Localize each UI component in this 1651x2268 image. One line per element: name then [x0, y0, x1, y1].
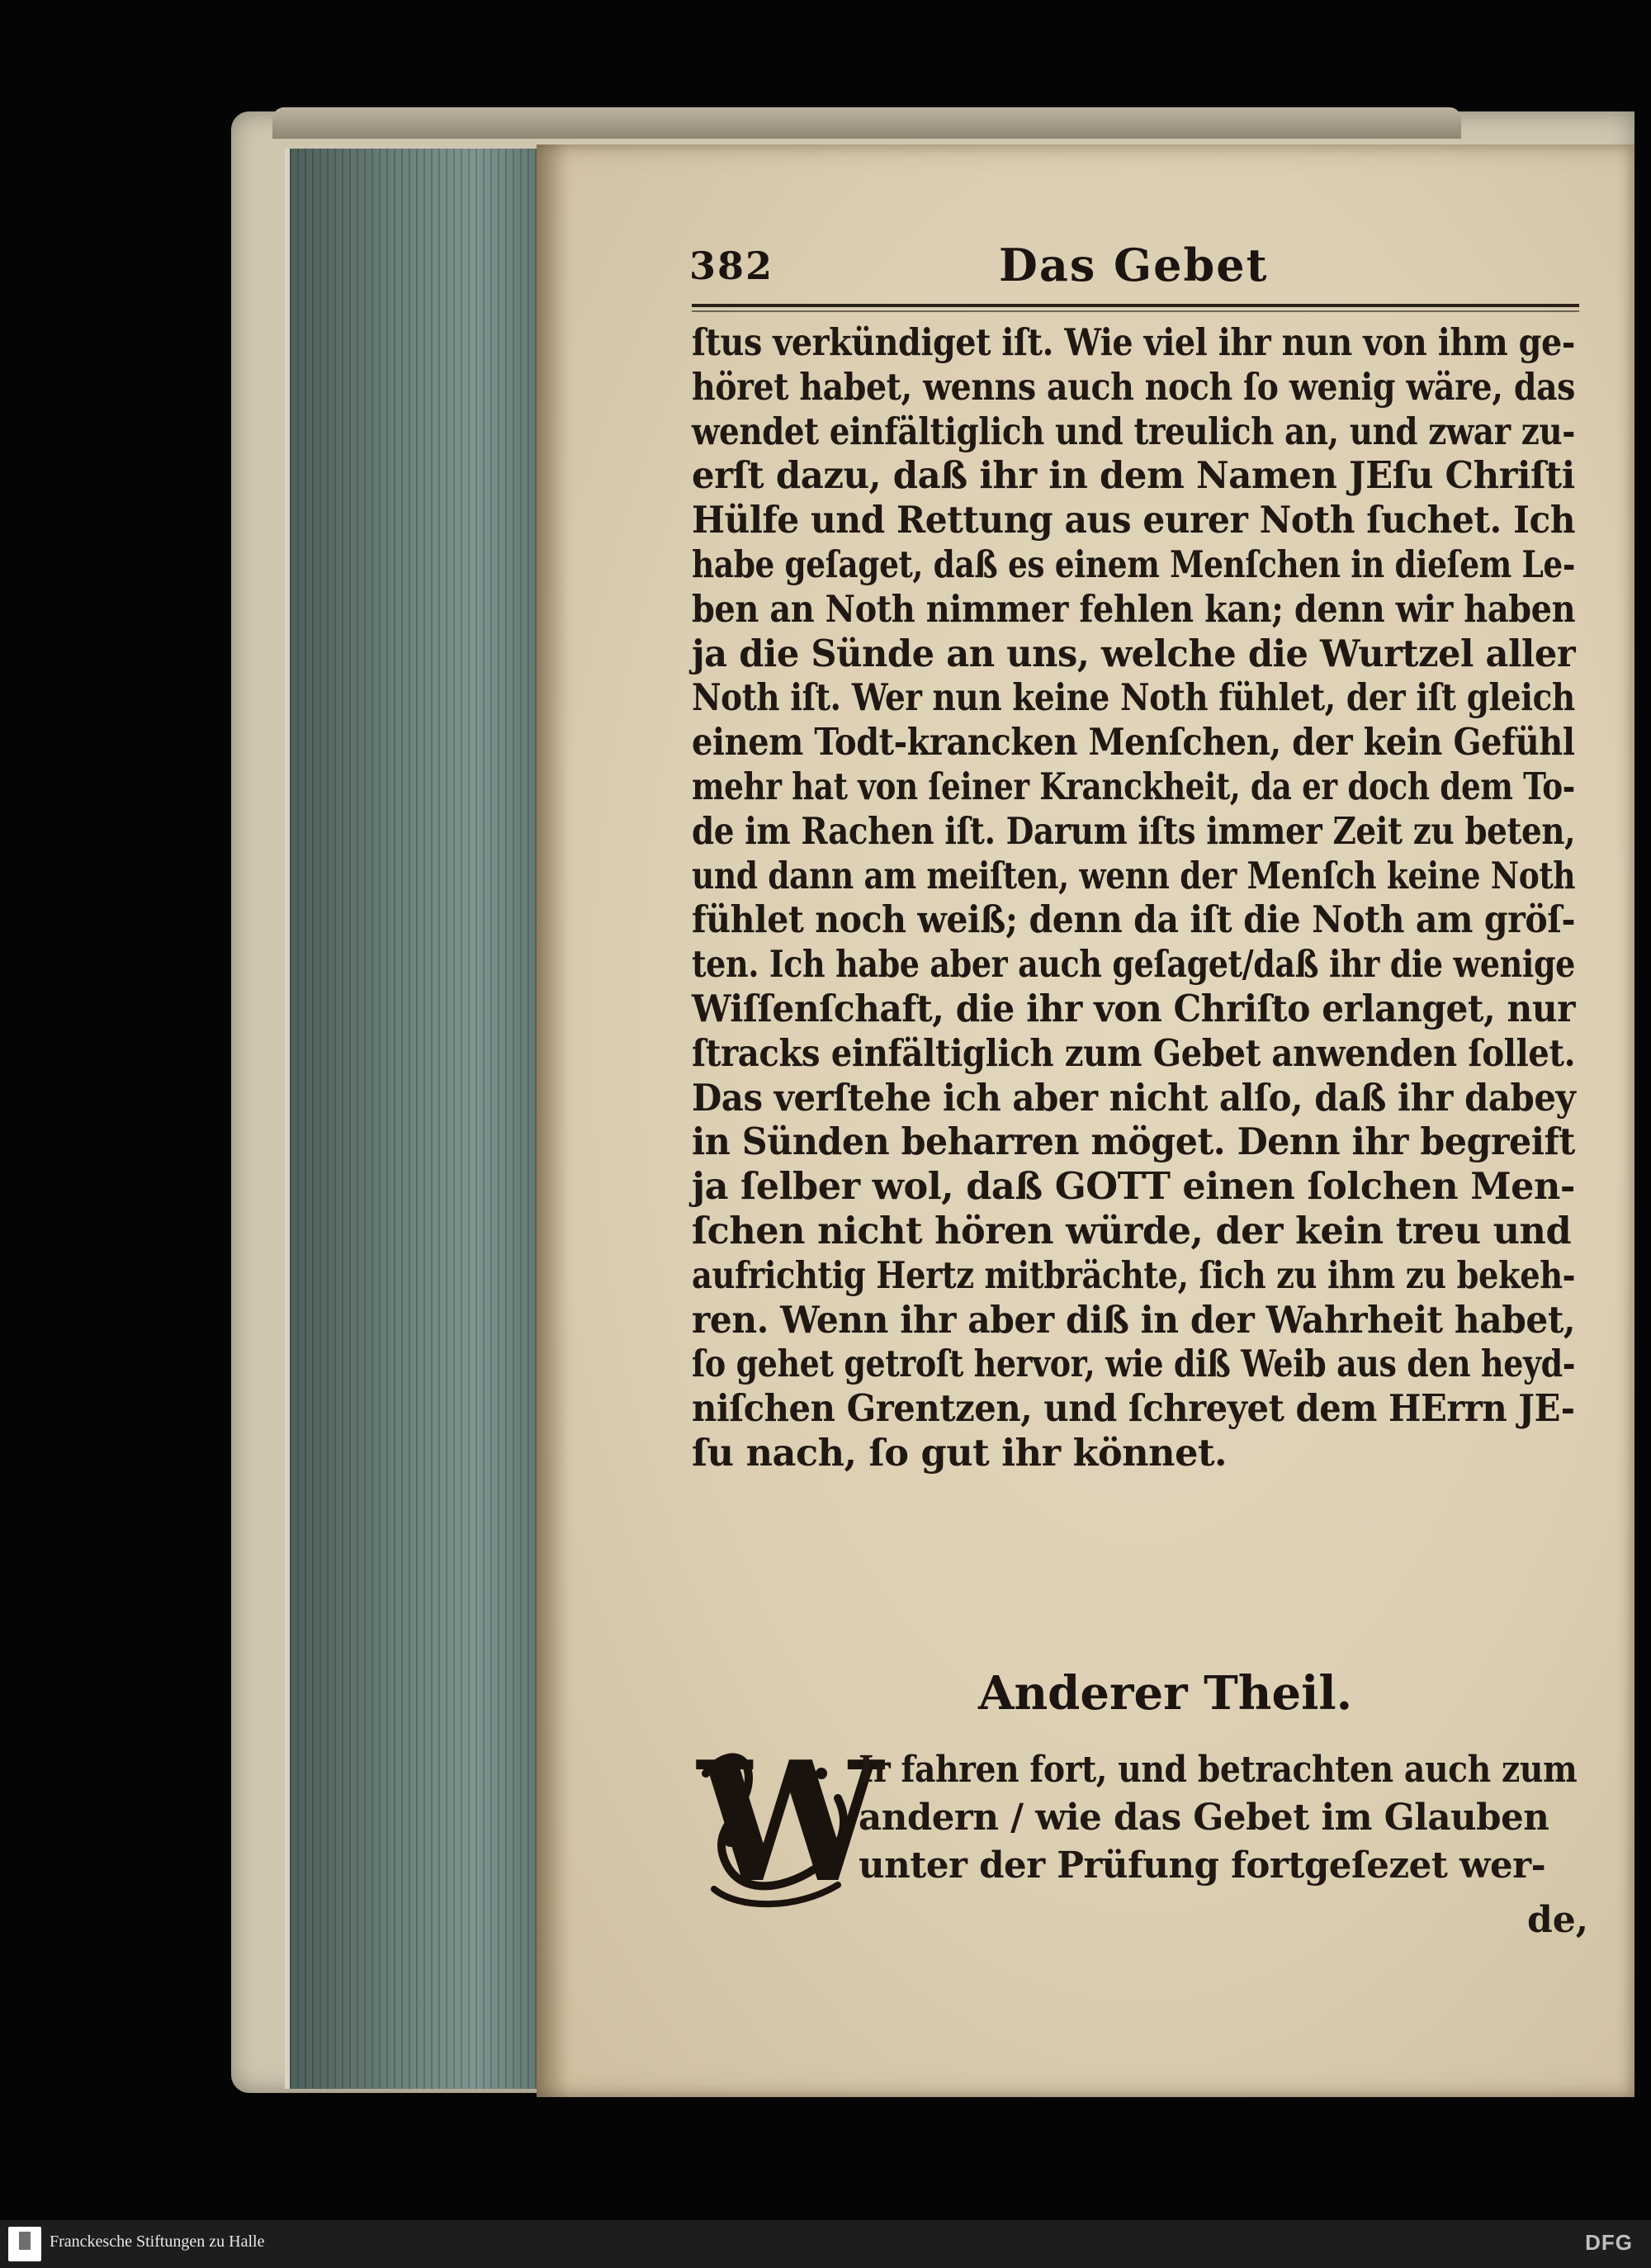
text-line: ja die Sünde an uns, welche die Wurtzel aller	[692, 631, 1576, 675]
text-line: erſt dazu, daß ihr in dem Namen JEſu Chriſti	[692, 453, 1575, 498]
text-line: fühlet noch weiß; denn da iſt die Noth am gröſ-	[692, 897, 1576, 942]
text-line: wendet einfältiglich und treulich an, und zwar zu-	[692, 409, 1575, 453]
text-line: und dann am meiſten, wenn der Menſch keine Noth	[692, 853, 1576, 897]
gutter-shadow	[537, 144, 570, 2097]
text-line: ben an Noth nimmer fehlen kan; denn wir haben	[692, 586, 1576, 631]
text-line: einem Todt-krancken Menſchen, der kein Gefühl	[692, 720, 1575, 765]
text-line: de im Rachen iſt. Darum iſts immer Zeit zu beten,	[692, 808, 1576, 853]
text-line: andern / wie das Gebet im Glauben	[859, 1797, 1549, 1839]
text-line: ſtus verkündiget iſt. Wie viel ihr nun von ihm ge-	[692, 320, 1575, 364]
second-paragraph	[859, 1746, 1585, 1890]
running-head	[689, 239, 1564, 310]
text-line: Wiſſenſchaft, die ihr von Chriſto erlanget, nur	[692, 986, 1575, 1030]
dfg-badge: DFG	[1585, 2230, 1633, 2255]
decorated-initial	[698, 1726, 883, 1920]
text-line: ſchen nicht hören würde, der kein treu und	[692, 1208, 1572, 1252]
text-line: in Sünden beharren möget. Denn ihr begreift	[692, 1120, 1575, 1164]
section-heading: Anderer Theil.	[978, 1666, 1353, 1721]
header-rule-thin	[692, 310, 1579, 312]
running-head-title: Das Gebet	[999, 239, 1269, 291]
footer-bar	[0, 2220, 1651, 2268]
text-line: aufrichtig Hertz mitbrächte, ſich zu ihm zu bekeh-	[692, 1252, 1576, 1297]
text-line: Das verſtehe ich aber nicht alſo, daß ihr dabey	[692, 1075, 1576, 1120]
body-text	[692, 320, 1583, 1475]
logo-mark	[19, 2232, 31, 2250]
initial-letter: W	[698, 1726, 883, 1920]
text-line: ſtracks einfältiglich zum Gebet anwenden ſollet.	[692, 1030, 1576, 1075]
footer-institution: Franckesche Stiftungen zu Halle	[50, 2232, 265, 2251]
text-line: unter der Prüfung fortgeſezet wer-	[859, 1844, 1546, 1887]
catchword: de,	[1527, 1899, 1589, 1941]
text-line: ten. Ich habe aber auch geſaget/daß ihr die wenige	[692, 942, 1575, 987]
text-line: höret habet, wenns auch noch ſo wenig wäre, das	[692, 364, 1575, 409]
text-line: Hülfe und Rettung aus eurer Noth ſuchet. Ich	[692, 498, 1576, 542]
text-line: ſu nach, ſo gut ihr könnet.	[692, 1430, 1228, 1475]
text-line: ren. Wenn ihr aber diß in der Wahrheit habet,	[692, 1297, 1576, 1342]
book-cover-top-edge	[272, 107, 1461, 139]
header-rule	[692, 304, 1579, 307]
text-line: mehr hat von ſeiner Kranckheit, da er doch dem To-	[692, 764, 1575, 808]
page-number: 382	[689, 244, 774, 288]
text-line: ja ſelber wol, daß GOTT einen ſolchen Men-	[692, 1164, 1575, 1209]
institution-logo-icon	[8, 2227, 41, 2261]
text-line: Noth iſt. Wer nun keine Noth fühlet, der iſt gleich	[692, 675, 1575, 720]
text-line: Ir fahren fort, und betrachten auch zum	[859, 1749, 1578, 1791]
text-line: habe geſaget, daß es einem Menſchen in dieſem Le-	[692, 542, 1575, 586]
text-line: ſo gehet getroſt hervor, wie diß Weib aus den heyd-	[692, 1342, 1576, 1386]
text-line: niſchen Grentzen, und ſchreyet dem HErrn JE-	[692, 1386, 1575, 1431]
